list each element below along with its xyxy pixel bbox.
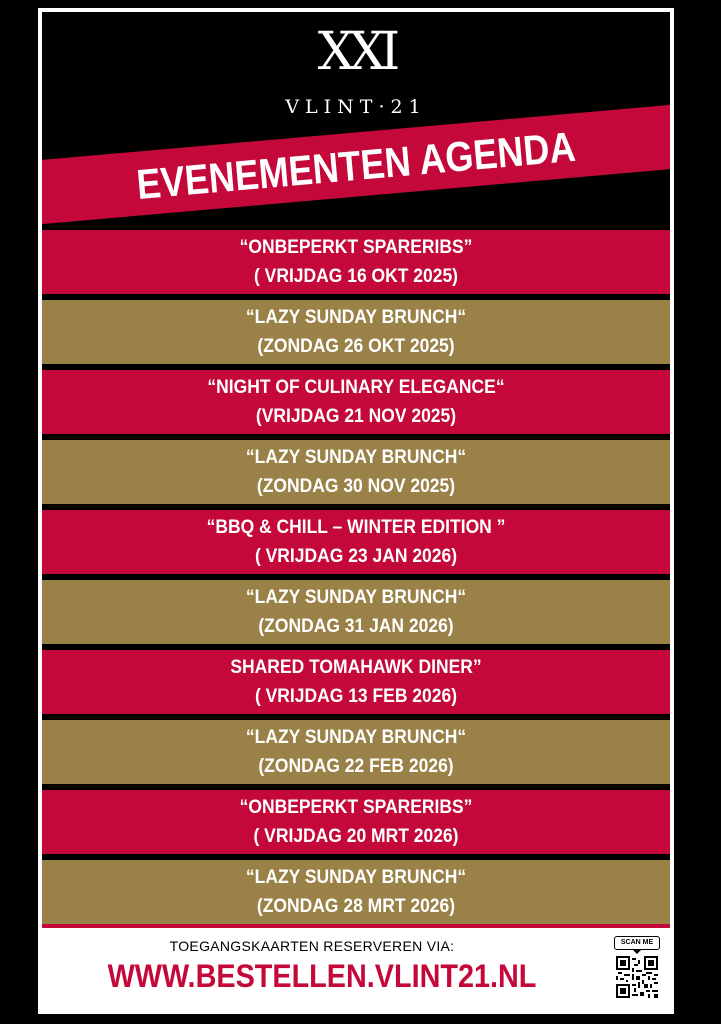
event-title: “LAZY SUNDAY BRUNCH“ bbox=[245, 447, 467, 468]
event-title: “LAZY SUNDAY BRUNCH“ bbox=[245, 867, 467, 888]
page-title: EVENEMENTEN AGENDA bbox=[134, 122, 578, 209]
event-row bbox=[42, 720, 670, 784]
event-title: SHARED TOMAHAWK DINER” bbox=[230, 657, 482, 678]
event-title: “LAZY SUNDAY BRUNCH“ bbox=[245, 727, 467, 748]
brand-name: VLINT·21 bbox=[285, 96, 427, 118]
reservation-label: TOEGANGSKAARTEN RESERVEREN VIA: bbox=[169, 938, 455, 954]
event-date: ( VRIJDAG 20 MRT 2026) bbox=[253, 826, 459, 847]
event-title: “NIGHT OF CULINARY ELEGANCE“ bbox=[207, 377, 505, 398]
qr-block[interactable] bbox=[614, 936, 660, 1008]
event-title: “LAZY SUNDAY BRUNCH“ bbox=[245, 307, 467, 328]
event-date: ( VRIJDAG 13 FEB 2026) bbox=[254, 686, 458, 707]
reservation-link[interactable]: WWW.BESTELLEN.VLINT21.NL bbox=[107, 958, 537, 994]
divider bbox=[42, 924, 670, 928]
footer bbox=[42, 930, 670, 1014]
event-row bbox=[42, 230, 670, 294]
event-title: “ONBEPERKT SPARERIBS” bbox=[239, 797, 473, 818]
scan-me-badge: SCAN ME bbox=[614, 936, 660, 950]
event-date: (ZONDAG 31 JAN 2026) bbox=[258, 616, 454, 637]
qr-code-icon[interactable] bbox=[616, 956, 658, 998]
event-row bbox=[42, 510, 670, 574]
event-date: (VRIJDAG 21 NOV 2025) bbox=[255, 406, 457, 427]
event-date: (ZONDAG 30 NOV 2025) bbox=[256, 476, 456, 497]
event-date: (ZONDAG 28 MRT 2026) bbox=[256, 896, 456, 917]
brand-logo-mark: XXI bbox=[317, 22, 395, 82]
scan-pointer-icon bbox=[632, 949, 642, 954]
event-row bbox=[42, 790, 670, 854]
event-title: “LAZY SUNDAY BRUNCH“ bbox=[245, 587, 467, 608]
event-date: ( VRIJDAG 16 OKT 2025) bbox=[253, 266, 459, 287]
event-list bbox=[42, 230, 670, 930]
event-row bbox=[42, 370, 670, 434]
event-row bbox=[42, 650, 670, 714]
event-row bbox=[42, 860, 670, 924]
event-date: (ZONDAG 22 FEB 2026) bbox=[258, 756, 454, 777]
event-row bbox=[42, 580, 670, 644]
event-title: “ONBEPERKT SPARERIBS” bbox=[239, 237, 473, 258]
event-date: (ZONDAG 26 OKT 2025) bbox=[257, 336, 455, 357]
event-date: ( VRIJDAG 23 JAN 2026) bbox=[254, 546, 458, 567]
event-row bbox=[42, 440, 670, 504]
event-row bbox=[42, 300, 670, 364]
event-title: “BBQ & CHILL – WINTER EDITION ” bbox=[206, 517, 506, 538]
